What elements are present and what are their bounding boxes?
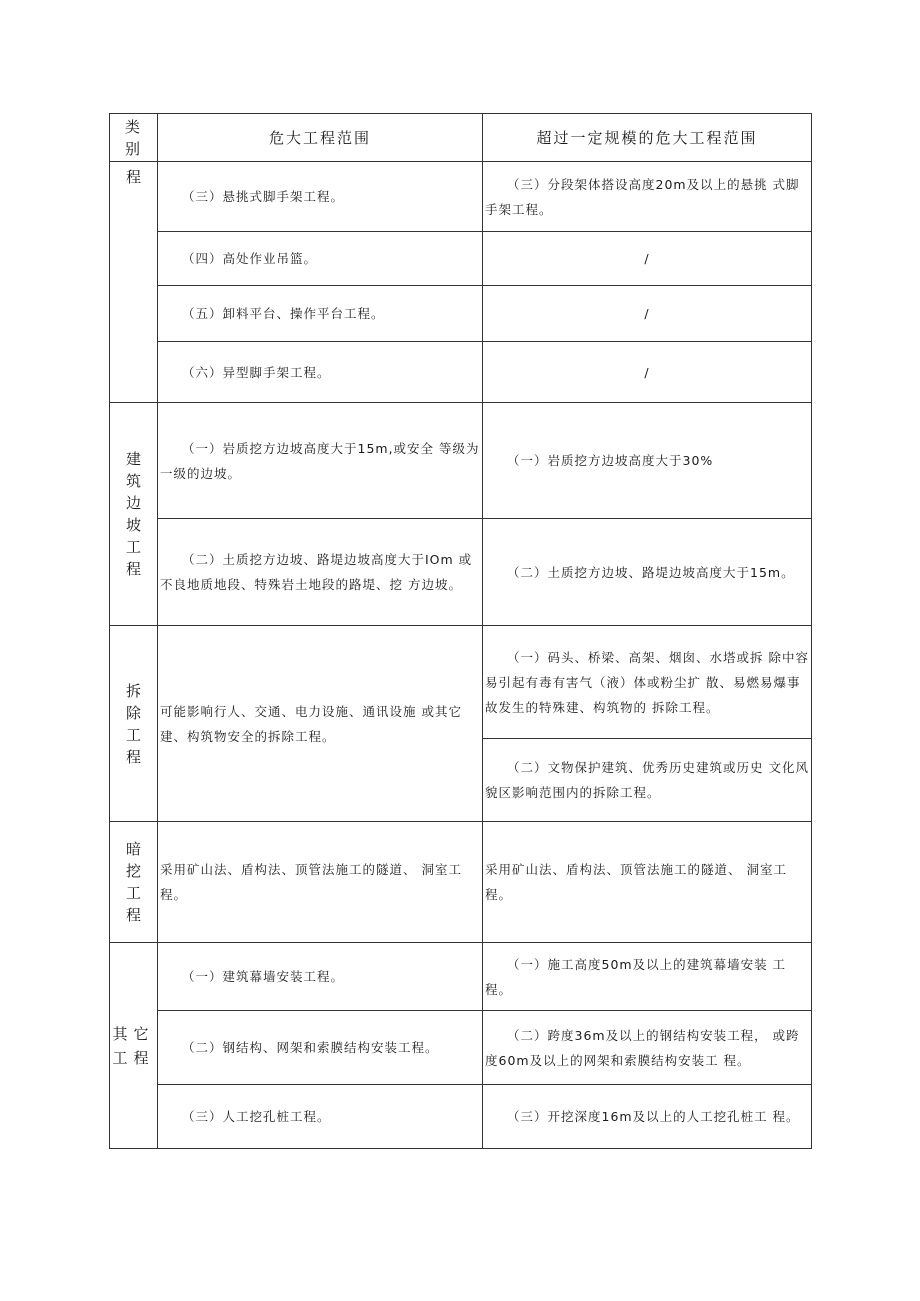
over-scope-cell: /: [483, 232, 812, 286]
table-row: [110, 403, 812, 519]
over-scope-cell: （一）码头、桥梁、高架、烟囱、水塔或拆 除中容易引起有毒有害气（液）体或粉尘扩 散、易燃易爆事故发生的特殊建、构筑物的 拆除工程。: [483, 626, 812, 739]
over-scope-header: 超过一定规模的危大工程范围: [483, 114, 812, 162]
table-row: [110, 943, 812, 1011]
table-row: [110, 626, 812, 739]
scope-cell: （二）土质挖方边坡、路堤边坡高度大于IOm 或不良地质地段、特殊岩土地段的路堤、挖 方边坡。: [158, 519, 483, 626]
table-row: [110, 232, 812, 286]
table-row: [110, 1011, 812, 1085]
over-scope-cell: 采用矿山法、盾构法、顶管法施工的隧道、 洞室工程。: [483, 822, 812, 943]
scope-cell: 采用矿山法、盾构法、顶管法施工的隧道、 洞室工程。: [158, 822, 483, 943]
over-scope-cell: （三）开挖深度16m及以上的人工挖孔桩工 程。: [483, 1085, 812, 1149]
scope-cell: （四）高处作业吊篮。: [158, 232, 483, 286]
scope-cell: （六）异型脚手架工程。: [158, 342, 483, 403]
over-scope-cell: （一）施工高度50m及以上的建筑幕墙安装 工程。: [483, 943, 812, 1011]
table-row: [110, 822, 812, 943]
over-scope-cell: （二）跨度36m及以上的钢结构安装工程， 或跨度60m及以上的网架和索膜结构安装工 程。: [483, 1011, 812, 1085]
category-demolition: 拆除工程: [110, 626, 158, 822]
table-row: [110, 162, 812, 232]
hazard-scope-table: [109, 113, 812, 1149]
scope-cell: （二）钢结构、网架和索膜结构安装工程。: [158, 1011, 483, 1085]
over-scope-cell: （三）分段架体搭设高度20m及以上的悬挑 式脚手架工程。: [483, 162, 812, 232]
over-scope-cell: （一）岩质挖方边坡高度大于30%: [483, 403, 812, 519]
category-other: 其它工程: [110, 943, 158, 1149]
scope-cell: （三）悬挑式脚手架工程。: [158, 162, 483, 232]
over-scope-cell: /: [483, 286, 812, 342]
category-tunnel: 暗挖工程: [110, 822, 158, 943]
scope-cell: （一）岩质挖方边坡高度大于15m,或安全 等级为一级的边坡。: [158, 403, 483, 519]
category-slope: 建筑边坡工程: [110, 403, 158, 626]
scope-cell: 可能影响行人、交通、电力设施、通讯设施 或其它建、构筑物安全的拆除工程。: [158, 626, 483, 822]
category-header: 类别: [110, 114, 158, 162]
scope-cell: （五）卸料平台、操作平台工程。: [158, 286, 483, 342]
table-row: [110, 1085, 812, 1149]
category-scaffold: 程: [110, 162, 158, 403]
over-scope-cell: （二）文物保护建筑、优秀历史建筑或历史 文化风貌区影响范围内的拆除工程。: [483, 739, 812, 822]
table-header-row: [110, 114, 812, 162]
scope-cell: （三）人工挖孔桩工程。: [158, 1085, 483, 1149]
scope-cell: （一）建筑幕墙安装工程。: [158, 943, 483, 1011]
over-scope-cell: /: [483, 342, 812, 403]
table-row: [110, 519, 812, 626]
table-row: [110, 342, 812, 403]
scope-header: 危大工程范围: [158, 114, 483, 162]
over-scope-cell: （二）土质挖方边坡、路堤边坡高度大于15m。: [483, 519, 812, 626]
table-row: [110, 286, 812, 342]
